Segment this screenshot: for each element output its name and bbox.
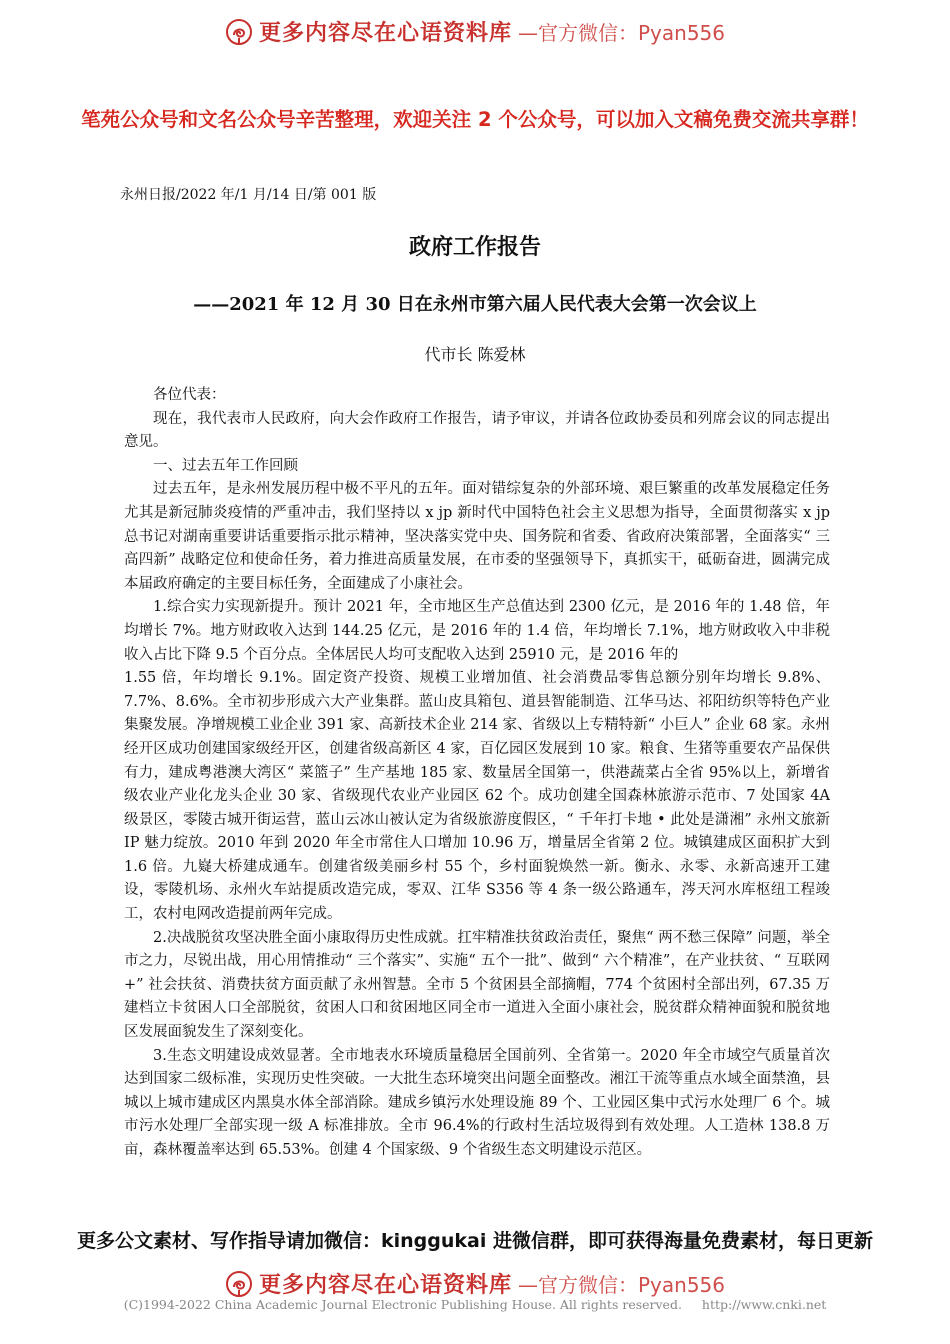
document-subtitle: ——2021 年 12 月 30 日在永州市第六届人民代表大会第一次会议上 [193, 294, 757, 315]
copyright-text: (C)1994-2022 China Academic Journal Electronic Publishing House. All rights reserved. [123, 1297, 682, 1312]
watermark-text: 更多内容尽在心语资料库 [258, 21, 512, 46]
paragraph: 2.决战脱贫攻坚决胜全面小康取得历史性成就。扛牢精准扶贫政治责任，聚焦“ 两不愁三保障” 问题，举全市之力，尽锐出战，用心用情推动“ 三个落实”、实施“ 五个一批”、做到“ 六个精准”，在产业扶贫、“ 互联网+” 社会扶贫、消费扶贫方面贡献了永州智慧。全市 5 个贫困县全部摘帽，774 个贫困村全部出列，67.35 万建档立卡贫困人口全部脱贫，贫困人口和贫困地区同全市一道进入全面小康社会，脱贫群众精神面貌和脱贫地区发展面貌发生了深刻变化。 [124, 929, 830, 1041]
paragraph: 过去五年，是永州发展历程中极不平凡的五年。面对错综复杂的外部环境、艰巨繁重的改革发展稳定任务尤其是新冠肺炎疫情的严重冲击，我们坚持以 x jp 新时代中国特色社会主义思想为指导，全面贯彻落实 x jp 总书记对湖南重要讲话重要指示批示精神，坚决落实党中央、国务院和省委、省政府决策部署，全面落实“ 三高四新” 战略定位和使命任务，着力推进高质量发展，在市委的坚强领导下，真抓实干，砥砺奋进，圆满完成本届政府确定的主要目标任务，全面建成了小康社会。 [124, 481, 830, 592]
paragraph: 1.55 倍，年均增长 9.1%。固定资产投资、规模工业增加值、社会消费品零售总额分别年均增长 9.8%、7.7%、8.6%。全市初步形成六大产业集群。蓝山皮具箱包、道县智能制造、江华马达、祁阳纺织等特色产业集聚发展。净增规模工业企业 391 家、高新技术企业 214 家、省级以上专精特新“ 小巨人” 企业 68 家。永州经开区成功创建国家级经开区，创建省级高新区 4 家，百亿园区发展到 10 家。粮食、生猪等重要农产品保供有力，建成粤港澳大湾区“ 菜篮子” 生产基地 185 家、数量居全国第一，供港蔬菜占全省 95%以上，新增省级农业产业化龙头企业 30 家、省级现代农业产业园区 62 个。成功创建全国森林旅游示范市、7 处国家 4A 级景区，零陵古城开街运营，蓝山云冰山被认定为省级旅游度假区，“ 千年打卡地 • 此处是潇湘” 永州文旅新 IP 魅力绽放。2010 年到 2020 年全市常住人口增加 10.96 万，增量居全省第 2 位。城镇建成区面积扩大到 1.6 倍。九嶷大桥建成通车。创建省级美丽乡村 55 个，乡村面貌焕然一新。衡永、永零、永新高速开工建设，零陵机场、永州火车站提质改造完成，零双、江华 S356 等 4 条一级公路通车，涔天河水库枢纽工程竣工，农村电网改造提前两年完成。 [124, 670, 830, 923]
watermark-header [0, 16, 950, 50]
watermark-text: 更多内容尽在心语资料库 [258, 1273, 512, 1298]
cnki-link[interactable]: http://www.cnki.net [701, 1297, 827, 1312]
copyright-footer [0, 1297, 950, 1312]
source-line: 永州日报/2022 年/1 月/14 日/第 001 版 [120, 187, 377, 203]
document-body [124, 384, 830, 1163]
paragraph: 3.生态文明建设成效显著。全市地表水环境质量稳居全国前列、全省第一。2020 年全市域空气质量首次达到国家二级标准，实现历史性突破。一大批生态环境突出问题全面整改。湘江干流等重点水域全面禁渔，县城以上城市建成区内黑臭水体全部消除。建成乡镇污水处理设施 89 个、工业园区集中式污水处理厂 6 个。城市污水处理厂全部实现一级 A 标准排放。全市 96.4%的行政村生活垃圾得到有效处理。人工造林 138.8 万亩，森林覆盖率达到 65.53%。创建 4 个国家级、9 个省级生态文明建设示范区。 [124, 1047, 830, 1158]
paragraph: 现在，我代表市人民政府，向大会作政府工作报告，请予审议，并请各位政协委员和列席会议的同志提出意见。 [124, 410, 830, 451]
promo-banner-top: 笔苑公众号和文名公众号辛苦整理，欢迎关注 2 个公众号，可以加入文稿免费交流共享群！ [81, 108, 869, 131]
watermark-wechat: —官方微信：Pyan556 [518, 21, 726, 45]
paragraph: 1.综合实力实现新提升。预计 2021 年，全市地区生产总值达到 2300 亿元，是 2016 年的 1.48 倍，年均增长 7%。地方财政收入达到 144.25 亿元，是 2016 年的 1.4 倍，年均增长 7.1%，地方财政收入中非税收入占比下降 9.5 个百分点。全体居民人均可支配收入达到 25910 元，是 2016 年的 [124, 599, 830, 663]
document-author: 代市长 陈爱林 [424, 345, 526, 364]
rose-logo-icon [225, 1270, 253, 1298]
watermark-wechat: —官方微信：Pyan556 [518, 1273, 726, 1297]
paragraph: 各位代表： [153, 387, 226, 403]
rose-logo-icon [225, 18, 253, 46]
section-heading: 一、过去五年工作回顾 [153, 457, 298, 474]
promo-banner-bottom: 更多公文素材、写作指导请加微信：kinggukai 进微信群，即可获得海量免费素材，每日更新 [77, 1230, 873, 1252]
document-title: 政府工作报告 [408, 234, 541, 260]
